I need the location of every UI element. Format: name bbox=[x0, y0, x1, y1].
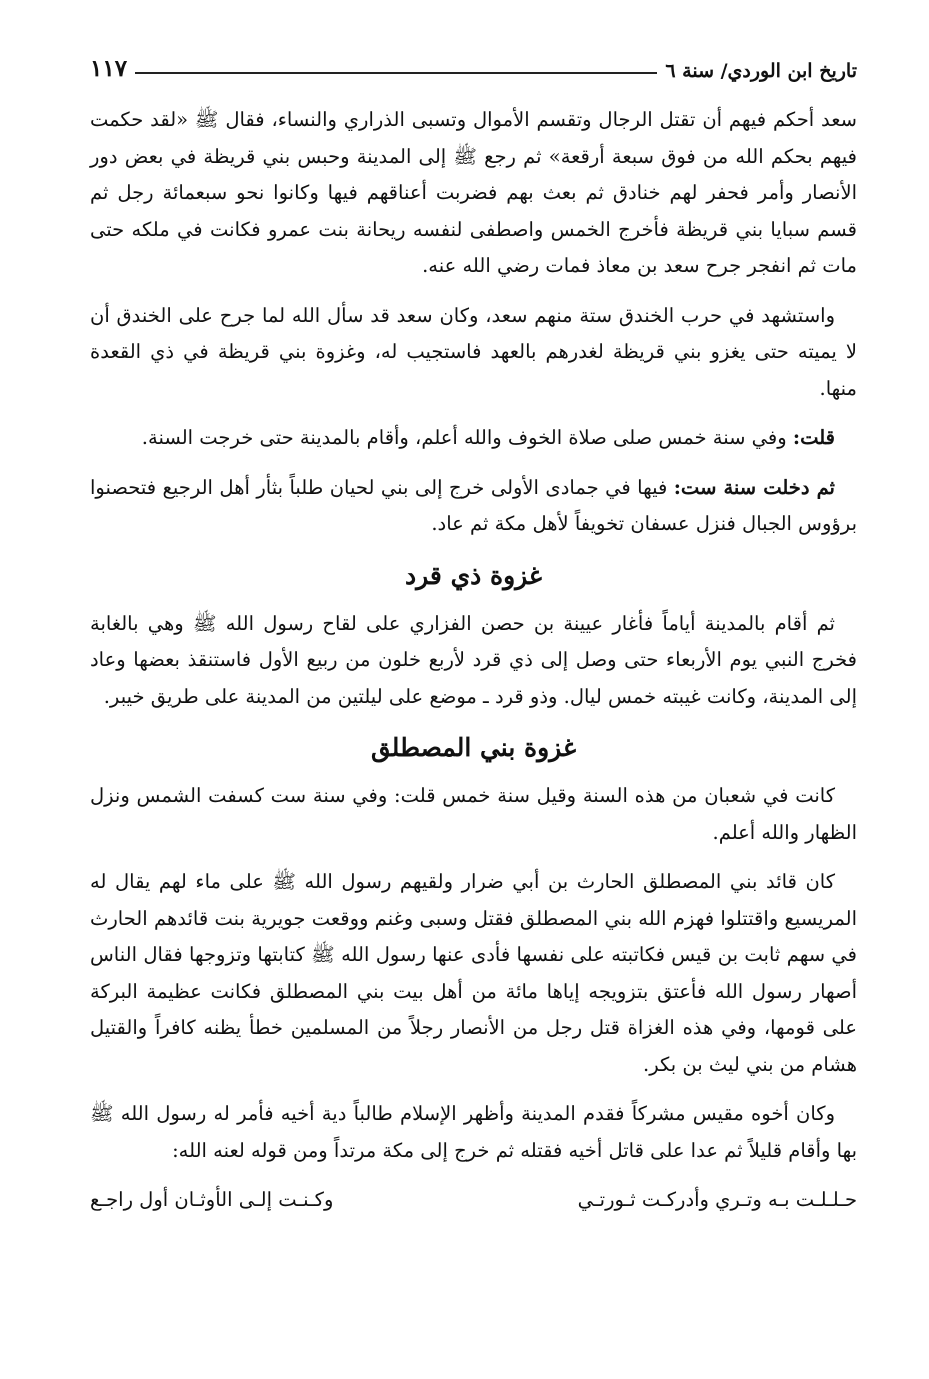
paragraph-2: واستشهد في حرب الخندق ستة منهم سعد، وكان سعد قد سأل الله لما جرح على الخندق أن لا يميته حتى يغزو بني قريظة لغدرهم بالعهد فاستجيب له، وغزوة بني قريظة في ذي القعدة منها. bbox=[90, 303, 857, 400]
running-title: تاريخ ابن الوردي/ سنة ٦ bbox=[665, 60, 857, 82]
section-heading-dhi-qarad: غزوة ذي قرد bbox=[404, 560, 543, 590]
verse-second-hemistich: وكـنـت إلـى الأوثـان أول راجـع bbox=[90, 1188, 334, 1211]
header-rule bbox=[135, 72, 657, 74]
poem-verse bbox=[90, 1182, 857, 1218]
paragraph-6: كانت في شعبان من هذه السنة وقيل سنة خمس قلت: وفي سنة ست كسفت الشمس ونزل الظهار والله أعلم. bbox=[90, 784, 857, 844]
running-header bbox=[90, 38, 857, 82]
page-content bbox=[90, 102, 857, 1218]
lead-term: قلت: bbox=[792, 426, 835, 449]
verse-first-hemistich: حـلـلـت بـه وتـري وأدركـت ثـورتـي bbox=[577, 1188, 857, 1211]
paragraph-4: ثم دخلت سنة ست: فيها في جمادى الأولى خرج إلى بني لحيان طلباً بثأر أهل الرجيع فتحصنوا برؤوس الجبال فنزل عسفان تخويفاً لأهل مكة ثم عاد. bbox=[90, 475, 857, 535]
paragraph-8: وكان أخوه مقيس مشركاً فقدم المدينة وأظهر الإسلام طالباً دية أخيه فأمر له رسول الله ﷺ بها وأقام قليلاً ثم عدا على قاتل أخيه فقتله ثم خرج إلى مكة مرتداً ومن قوله لعنه الله: bbox=[90, 1102, 857, 1162]
paragraph-5: ثم أقام بالمدينة أياماً فأغار عيينة بن حصن الفزاري على لقاح رسول الله ﷺ وهي بالغابة فخرج النبي يوم الأربعاء حتى وصل إلى ذي قرد لأربع خلون من ربيع الأول فاستنقذ بعضها وعاد إلى المدينة، وكانت غيبته خمس ليال. وذو قرد ـ موضع على ليلتين من المدينة على طريق خيبر. bbox=[90, 611, 857, 708]
paragraph-3: قلت: وفي سنة خمس صلى صلاة الخوف والله أعلم، وأقام بالمدينة حتى خرجت السنة. bbox=[141, 426, 835, 449]
page-number: ١١٧ bbox=[90, 55, 128, 82]
paragraph-7: كان قائد بني المصطلق الحارث بن أبي ضرار ولقيهم رسول الله ﷺ على ماء لهم يقال له المريسيع واقتتلوا فهزم الله بني المصطلق فقتل وسبى وغنم ووقعت جويرية بنت قائدهم الحارث في سهم ثابت بن قيس فكاتبته على نفسها فأدى عنها رسول الله ﷺ كتابتها وتزوجها فقال الناس أصهار رسول الله فأعتق بتزويجه إياها مائة من أهل بيت بني المصطلق فكانت عظيمة البركة على قومها، وفي هذه الغزاة قتل رجل من الأنصار رجلاً من المسلمين خطأ يظنه كافراً والقتيل هشام من بني ليث بن بكر. bbox=[90, 870, 857, 1076]
lead-term: ثم دخلت سنة ست: bbox=[673, 475, 835, 499]
paragraph-1: سعد أحكم فيهم أن تقتل الرجال وتقسم الأموال وتسبى الذراري والنساء، فقال ﷺ «لقد حكمت فيهم بحكم الله من فوق سبعة أرقعة» ثم رجع ﷺ إلى المدينة وحبس بني قريظة في بعض دور الأنصار وأمر فحفر لهم خنادق ثم بعث بهم فضربت أعناقهم فيها وكانوا نحو سبعمائة رجل ثم قسم سبايا بني قريظة فأخرج الخمس واصطفى لنفسه ريحانة بنت عمرو فكانت في ملكه حتى مات ثم انفجر جرح سعد بن معاذ فمات رضي الله عنه. bbox=[90, 108, 857, 277]
section-heading-bani-mustaliq: غزوة بني المصطلق bbox=[370, 733, 577, 762]
